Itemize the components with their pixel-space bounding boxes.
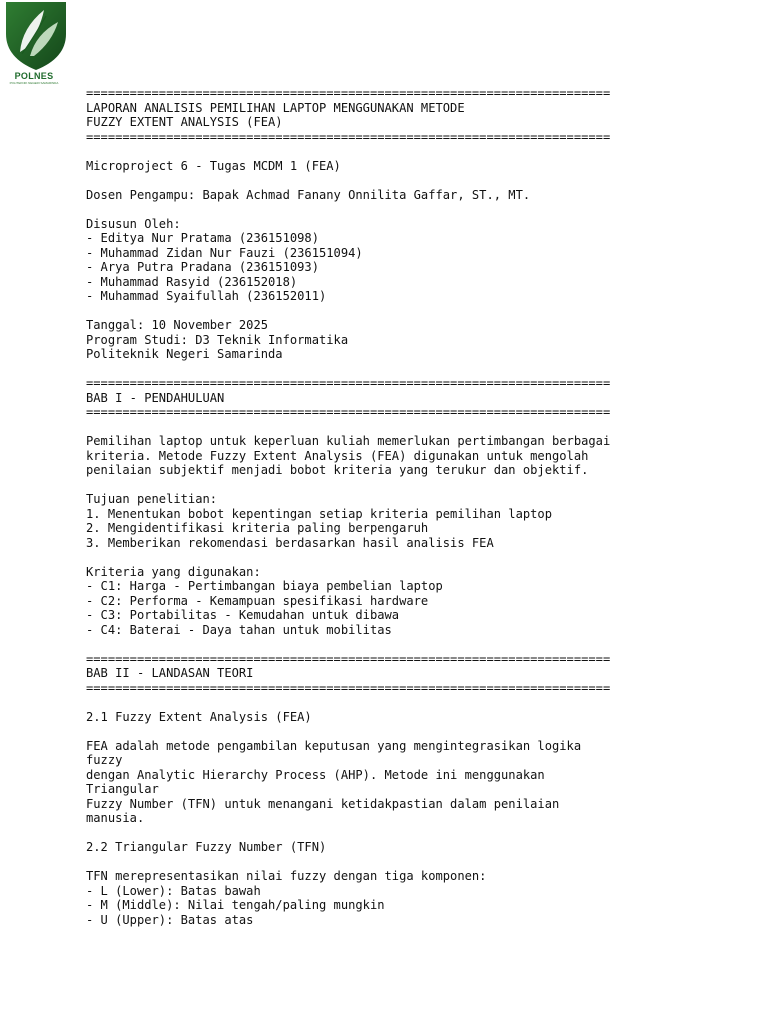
blank-line <box>86 550 726 565</box>
text-line: Kriteria yang digunakan: <box>86 564 261 579</box>
text-line: 2.2 Triangular Fuzzy Number (TFN) <box>86 840 327 854</box>
text-line: - U (Upper): Batas atas <box>86 912 254 927</box>
text-line: - M (Middle): Nilai tengah/paling mungkin <box>86 898 385 912</box>
blank-line <box>86 637 726 652</box>
text-line: - Muhammad Syaifullah (236152011) <box>86 289 327 303</box>
blank-line <box>86 724 726 739</box>
text-line: LAPORAN ANALISIS PEMILIHAN LAPTOP MENGGUNAKAN METODE <box>86 100 465 115</box>
text-line: - Muhammad Zidan Nur Fauzi (236151094) <box>86 245 363 260</box>
blank-line <box>86 695 726 710</box>
text-line: penilaian subjektif menjadi bobot kriteria yang terukur dan objektif. <box>86 463 589 477</box>
text-line: Tujuan penelitian: <box>86 492 218 506</box>
blank-line <box>86 362 726 377</box>
text-line: 1. Menentukan bobot kepentingan setiap kriteria pemilihan laptop <box>86 506 552 521</box>
separator-line: ======================================================================== <box>86 405 611 419</box>
text-line: TFN merepresentasikan nilai fuzzy dengan tiga komponen: <box>86 869 487 883</box>
logo-subtitle: POLITEKNIK NEGERI SAMARINDA <box>9 81 59 85</box>
text-line: BAB I - PENDAHULUAN <box>86 390 225 405</box>
text-line: - Arya Putra Pradana (236151093) <box>86 260 319 274</box>
text-line: Microproject 6 - Tugas MCDM 1 (FEA) <box>86 158 341 173</box>
text-line: - C3: Portabilitas - Kemudahan untuk dibawa <box>86 608 400 622</box>
text-line: FUZZY EXTENT ANALYSIS (FEA) <box>86 115 283 129</box>
blank-line <box>86 826 726 841</box>
text-line: - Muhammad Rasyid (236152018) <box>86 274 298 289</box>
text-line: - C1: Harga - Pertimbangan biaya pembelian laptop <box>86 579 443 593</box>
text-line: Politeknik Negeri Samarinda <box>86 347 283 361</box>
text-line: Pemilihan laptop untuk keperluan kuliah memerlukan pertimbangan berbagai <box>86 434 611 448</box>
separator-line: ======================================================================== <box>86 680 611 695</box>
text-line: - C2: Performa - Kemampuan spesifikasi hardware <box>86 593 429 608</box>
blank-line <box>86 202 726 217</box>
text-line: manusia. <box>86 811 145 825</box>
text-line: Fuzzy Number (TFN) untuk menangani ketidakpastian dalam penilaian <box>86 796 560 811</box>
text-line: - C4: Baterai - Daya tahan untuk mobilitas <box>86 622 392 637</box>
logo-name: POLNES <box>14 71 54 81</box>
shield-leaf-icon <box>0 0 70 72</box>
text-line: - Editya Nur Pratama (236151098) <box>86 231 319 245</box>
separator-line: ======================================================================== <box>86 376 611 390</box>
text-line: Disusun Oleh: <box>86 216 181 231</box>
text-line: Program Studi: D3 Teknik Informatika <box>86 332 349 347</box>
blank-line <box>86 144 726 159</box>
blank-line <box>86 478 726 493</box>
text-line: 2.1 Fuzzy Extent Analysis (FEA) <box>86 709 312 724</box>
text-line: 2. Mengidentifikasi kriteria paling berpengaruh <box>86 521 429 535</box>
text-line: dengan Analytic Hierarchy Process (AHP). Metode ini menggunakan <box>86 767 545 782</box>
separator-line: ======================================================================== <box>86 86 611 100</box>
text-line: kriteria. Metode Fuzzy Extent Analysis (FEA) digunakan untuk mengolah <box>86 448 589 463</box>
text-line: - L (Lower): Batas bawah <box>86 883 261 898</box>
blank-line <box>86 855 726 870</box>
text-line: Tanggal: 10 November 2025 <box>86 318 269 332</box>
separator-line: ======================================================================== <box>86 651 611 666</box>
text-line: Triangular <box>86 782 159 796</box>
text-line: BAB II - LANDASAN TEORI <box>86 666 254 680</box>
text-line: FEA adalah metode pengambilan keputusan yang mengintegrasikan logika <box>86 738 582 753</box>
text-line: Dosen Pengampu: Bapak Achmad Fanany Onnilita Gaffar, ST., MT. <box>86 187 531 202</box>
polnes-logo <box>0 0 70 90</box>
text-line: fuzzy <box>86 753 123 767</box>
text-line: 3. Memberikan rekomendasi berdasarkan hasil analisis FEA <box>86 535 494 550</box>
separator-line: ======================================================================== <box>86 129 611 144</box>
blank-line <box>86 173 726 188</box>
blank-line <box>86 304 726 319</box>
document-body <box>86 86 726 927</box>
blank-line <box>86 420 726 435</box>
